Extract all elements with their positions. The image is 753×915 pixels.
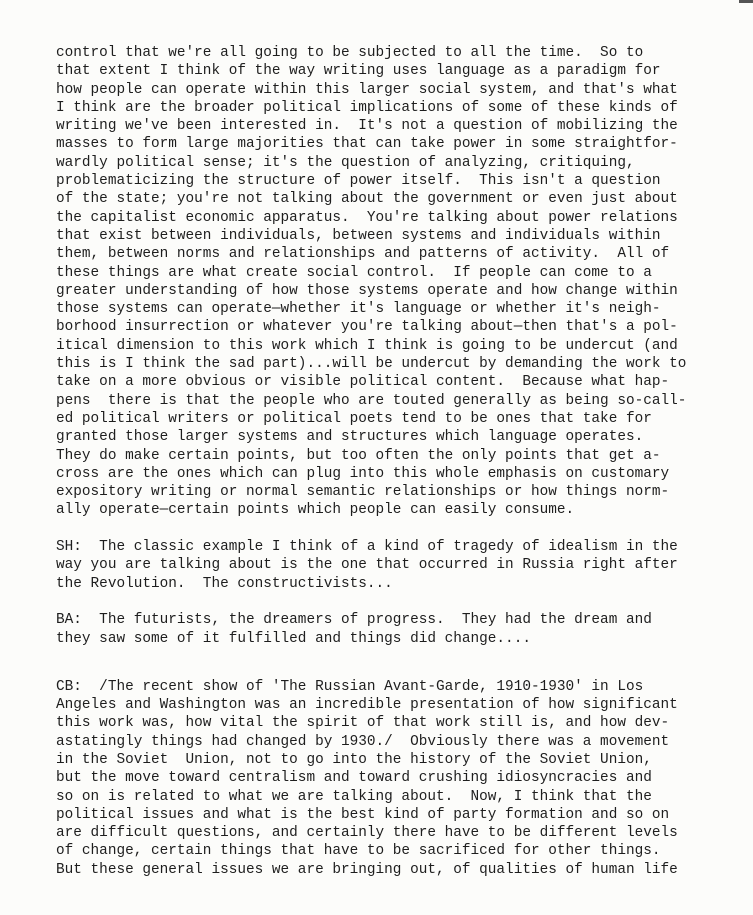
text-line: But these general issues we are bringing out, of qualities of human life (56, 861, 678, 878)
text-line: these things are what create social control. If people can come to a (56, 264, 652, 281)
text-line: itical dimension to this work which I think is going to be undercut (and (56, 337, 678, 354)
text-line: BA: The futurists, the dreamers of progress. They had the dream and (56, 612, 652, 629)
text-line: granted those larger systems and structures which language operates. (56, 429, 644, 446)
text-line: those systems can operate—whether it's language or whether it's neigh- (56, 301, 661, 318)
text-line: They do make certain points, but too often the only points that get a- (56, 447, 661, 464)
text-line: they saw some of it fulfilled and things did change.... (56, 630, 531, 647)
text-line: take on a more obvious or visible political content. Because what hap- (56, 374, 670, 391)
text-line: CB: /The recent show of 'The Russian Avant-Garde, 1910-1930' in Los (56, 678, 644, 695)
text-line: that exist between individuals, between systems and individuals within (56, 227, 661, 244)
text-line: the capitalist economic apparatus. You're talking about power relations (56, 209, 678, 226)
paragraph-continuation (56, 44, 746, 520)
paragraph-spacer (56, 593, 746, 611)
text-line: I think are the broader political implications of some of these kinds of (56, 99, 678, 116)
speaker-paragraph-cb (56, 678, 746, 879)
text-line: problematicizing the structure of power itself. This isn't a question (56, 173, 661, 190)
text-line: ed political writers or political poets tend to be ones that take for (56, 410, 652, 427)
text-line: control that we're all going to be subjected to all the time. So to (56, 45, 644, 61)
paragraph-spacer (56, 648, 746, 678)
text-line: in the Soviet Union, not to go into the history of the Soviet Union, (56, 751, 652, 768)
text-line: them, between norms and relationships and patterns of activity. All of (56, 246, 670, 263)
text-line: astatingly things had changed by 1930./ Obviously there was a movement (56, 733, 670, 750)
text-line: writing we've been interested in. It's not a question of mobilizing the (56, 118, 678, 135)
speaker-paragraph-ba (56, 611, 746, 648)
speaker-paragraph-sh (56, 538, 746, 593)
text-line: political issues and what is the best kind of party formation and so on (56, 806, 670, 823)
text-line: so on is related to what we are talking about. Now, I think that the (56, 788, 652, 805)
text-line: that extent I think of the way writing uses language as a paradigm for (56, 63, 661, 80)
text-line: greater understanding of how those systems operate and how change within (56, 282, 678, 299)
text-line: are difficult questions, and certainly there have to be different levels (56, 825, 678, 842)
text-line: this work was, how vital the spirit of that work still is, and how dev- (56, 715, 670, 732)
paragraph-spacer (56, 520, 746, 538)
text-line: the Revolution. The constructivists... (56, 575, 393, 592)
text-line: expository writing or normal semantic relationships or how things norm- (56, 484, 670, 501)
text-line: ally operate—certain points which people can easily consume. (56, 502, 575, 519)
text-line: pens there is that the people who are touted generally as being so-call- (56, 392, 687, 409)
text-line: of change, certain things that have to be sacrificed for other things. (56, 843, 661, 860)
transcript-body (56, 44, 746, 879)
text-line: Angeles and Washington was an incredible presentation of how significant (56, 697, 678, 714)
corner-mark (739, 0, 753, 3)
text-line: cross are the ones which can plug into this whole emphasis on customary (56, 465, 670, 482)
text-line: wardly political sense; it's the question of analyzing, critiquing, (56, 154, 635, 171)
text-line: of the state; you're not talking about the government or even just about (56, 191, 678, 208)
text-line: this is I think the sad part)...will be undercut by demanding the work to (56, 356, 687, 373)
text-line: but the move toward centralism and toward crushing idiosyncracies and (56, 770, 652, 787)
text-line: how people can operate within this larger social system, and that's what (56, 81, 678, 98)
text-line: SH: The classic example I think of a kind of tragedy of idealism in the (56, 539, 678, 556)
text-line: way you are talking about is the one that occurred in Russia right after (56, 557, 678, 574)
text-line: borhood insurrection or whatever you're talking about—then that's a pol- (56, 319, 678, 336)
text-line: masses to form large majorities that can take power in some straightfor- (56, 136, 678, 153)
